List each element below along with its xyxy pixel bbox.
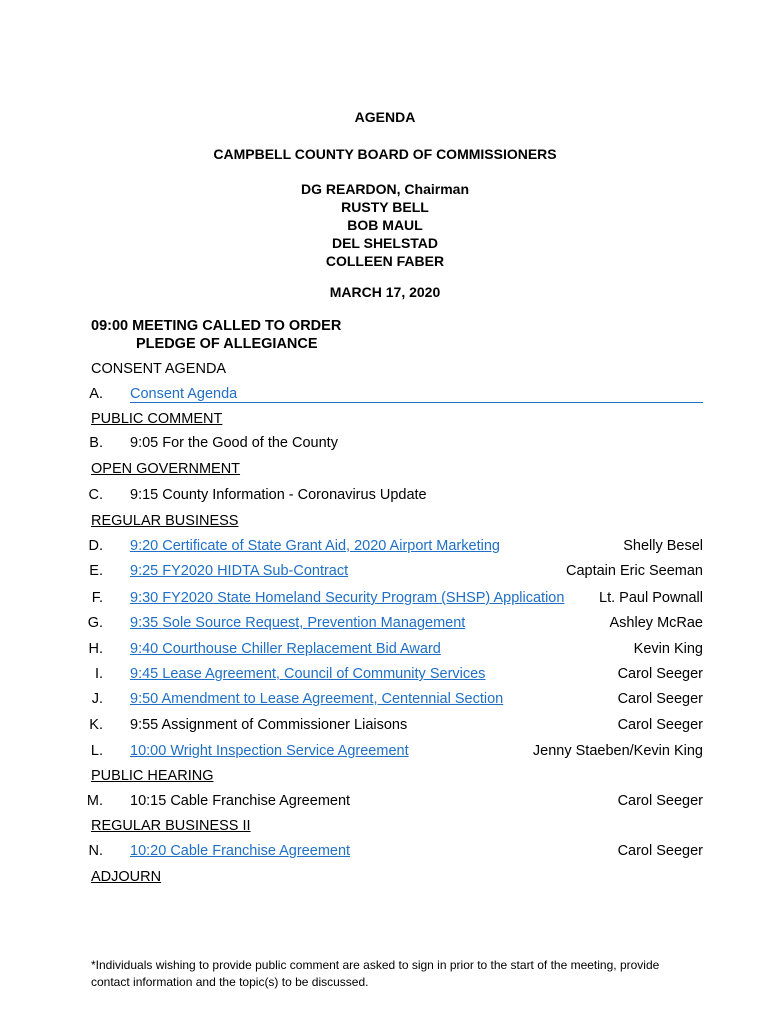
agenda-item-e xyxy=(91,563,703,583)
agenda-item-i xyxy=(91,666,703,686)
item-letter: K. xyxy=(89,717,103,733)
item-letter: F. xyxy=(91,590,103,606)
agenda-item-a xyxy=(91,386,703,406)
item-n-link[interactable]: 10:20 Cable Franchise Agreement xyxy=(130,843,351,859)
section-adjourn: ADJOURN xyxy=(91,869,162,885)
item-j-link[interactable]: 9:50 Amendment to Lease Agreement, Centennial Section xyxy=(130,691,504,707)
agenda-item-d xyxy=(88,538,703,558)
item-n-presenter: Carol Seeger xyxy=(617,843,703,859)
item-k-presenter: Carol Seeger xyxy=(617,717,703,733)
item-letter: L. xyxy=(90,743,103,759)
item-letter: H. xyxy=(88,641,103,657)
item-f-presenter: Lt. Paul Pownall xyxy=(599,590,703,606)
section-regular-business-ii: REGULAR BUSINESS II xyxy=(91,818,251,834)
item-letter: M. xyxy=(86,793,103,809)
member-rusty-bell: RUSTY BELL xyxy=(341,199,429,215)
agenda-item-l xyxy=(91,743,703,763)
agenda-item-k xyxy=(91,717,703,737)
item-e-link[interactable]: 9:25 FY2020 HIDTA Sub-Contract xyxy=(130,563,349,579)
section-open-government: OPEN GOVERNMENT xyxy=(91,461,241,477)
item-letter: N. xyxy=(88,843,103,859)
member-chairman: DG REARDON, Chairman xyxy=(300,181,470,197)
item-g-presenter: Ashley McRae xyxy=(609,615,703,631)
item-h-link[interactable]: 9:40 Courthouse Chiller Replacement Bid Award xyxy=(130,641,441,657)
section-consent-agenda: CONSENT AGENDA xyxy=(91,361,227,377)
item-m-presenter: Carol Seeger xyxy=(617,793,703,809)
agenda-item-j xyxy=(91,691,703,711)
item-d-presenter: Shelly Besel xyxy=(623,538,703,554)
item-i-presenter: Carol Seeger xyxy=(617,666,703,682)
item-a-link[interactable]: Consent Agenda xyxy=(130,386,238,402)
item-letter: B. xyxy=(89,435,103,451)
public-comment-footnote: *Individuals wishing to provide public comment are asked to sign in prior to the start of the meeting, provide contact information and the topic(s) to be discussed. xyxy=(91,958,660,989)
item-c-text: 9:15 County Information - Coronavirus Update xyxy=(130,487,427,503)
agenda-item-f xyxy=(91,590,703,610)
item-letter: C. xyxy=(88,487,103,503)
item-h-presenter: Kevin King xyxy=(633,641,703,657)
item-f-link[interactable]: 9:30 FY2020 State Homeland Security Program (SHSP) Application xyxy=(130,590,565,606)
agenda-item-m xyxy=(86,793,703,813)
item-letter: A. xyxy=(89,386,103,402)
section-public-hearing: PUBLIC HEARING xyxy=(91,768,214,784)
agenda-title: AGENDA xyxy=(354,109,416,125)
item-k-text: 9:55 Assignment of Commissioner Liaisons xyxy=(130,717,408,733)
agenda-item-c xyxy=(88,487,703,507)
item-letter: E. xyxy=(89,563,103,579)
member-bob-maul: BOB MAUL xyxy=(347,217,423,233)
meeting-date: MARCH 17, 2020 xyxy=(329,284,441,300)
meeting-called-to-order: 09:00 MEETING CALLED TO ORDER xyxy=(91,318,342,334)
section-regular-business: REGULAR BUSINESS xyxy=(91,513,239,529)
item-i-link[interactable]: 9:45 Lease Agreement, Council of Community Services xyxy=(130,666,486,682)
item-b-text: 9:05 For the Good of the County xyxy=(130,435,338,451)
agenda-item-g xyxy=(87,615,703,635)
item-letter: D. xyxy=(88,538,103,554)
item-e-presenter: Captain Eric Seeman xyxy=(565,563,703,579)
item-letter: I. xyxy=(94,666,103,682)
item-l-link[interactable]: 10:00 Wright Inspection Service Agreement xyxy=(130,743,409,759)
section-public-comment: PUBLIC COMMENT xyxy=(91,411,223,427)
item-l-presenter: Jenny Staeben/Kevin King xyxy=(532,743,703,759)
agenda-item-n xyxy=(88,843,703,863)
board-name: CAMPBELL COUNTY BOARD OF COMMISSIONERS xyxy=(213,146,557,162)
item-letter: J. xyxy=(91,691,103,707)
item-letter: G. xyxy=(87,615,103,631)
agenda-item-b xyxy=(91,435,703,455)
pledge-of-allegiance: PLEDGE OF ALLEGIANCE xyxy=(136,336,318,352)
member-del-shelstad: DEL SHELSTAD xyxy=(331,235,439,251)
item-m-text: 10:15 Cable Franchise Agreement xyxy=(130,793,351,809)
item-j-presenter: Carol Seeger xyxy=(617,691,703,707)
item-d-link[interactable]: 9:20 Certificate of State Grant Aid, 2020 Airport Marketing xyxy=(130,538,500,554)
agenda-item-h xyxy=(88,641,703,661)
item-g-link[interactable]: 9:35 Sole Source Request, Prevention Management xyxy=(130,615,466,631)
member-colleen-faber: COLLEEN FABER xyxy=(325,253,445,269)
